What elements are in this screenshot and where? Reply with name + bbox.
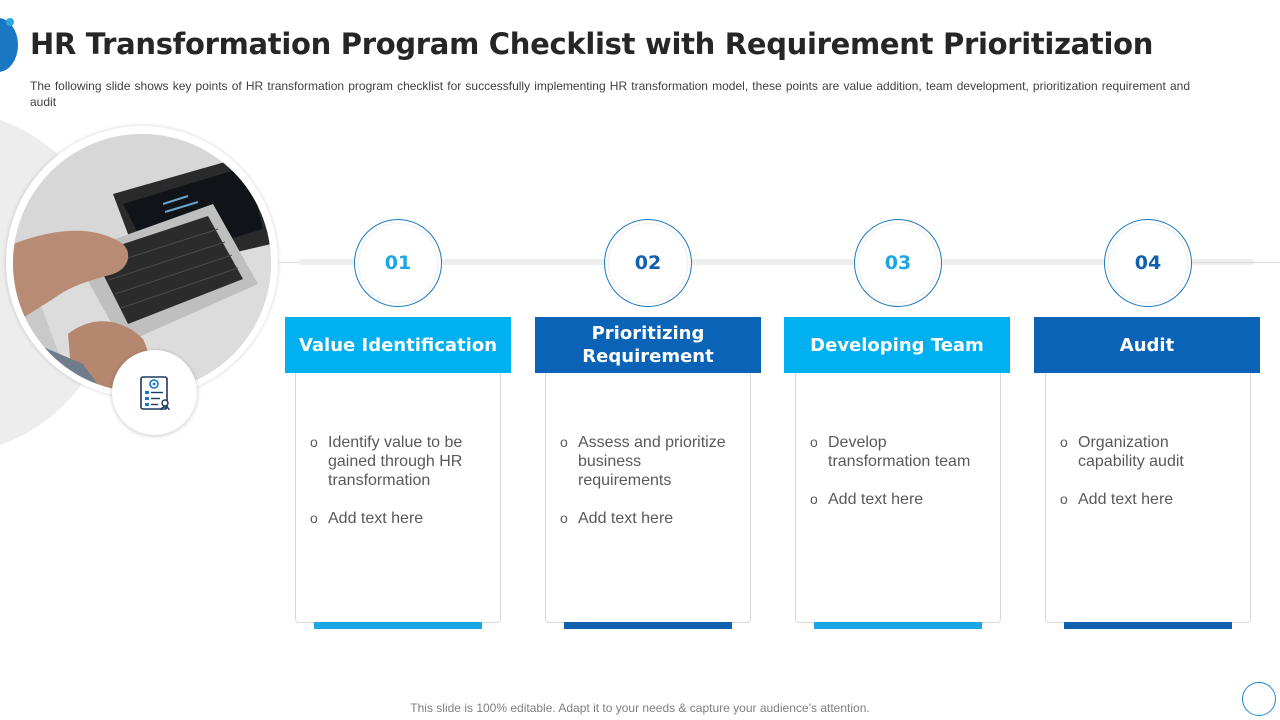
step-points: [560, 433, 730, 547]
slide-footer: This slide is 100% editable. Adapt it to your needs & capture your audience’s attention.: [410, 701, 870, 715]
step-header: [285, 317, 511, 373]
corner-decoration: [0, 18, 18, 72]
step-point: o Organization capability audit: [1060, 433, 1230, 471]
step-card-accent-bar: [814, 622, 982, 629]
step-points: [310, 433, 480, 547]
step-points: [1060, 433, 1230, 528]
step-header: [784, 317, 1010, 373]
step-number: 03: [884, 252, 912, 274]
step-point: o Add text here: [310, 509, 480, 528]
step-header: [1034, 317, 1260, 373]
step-title: Developing Team: [810, 334, 984, 356]
step-title: Value Identification: [298, 334, 498, 356]
step-card-accent-bar: [564, 622, 732, 629]
step-number: 04: [1134, 252, 1162, 274]
step-point: o Add text here: [810, 490, 980, 509]
slide-subtitle: The following slide shows key points of HR transformation program checklist for successfully implementing HR transformation model, these points are value addition, team development, prioritization requirement and audit: [30, 79, 1190, 109]
step-number-badge: [854, 219, 942, 307]
step-number: 01: [384, 252, 412, 274]
step-title: Prioritizing Requirement: [582, 323, 714, 367]
step-number-badge: [354, 219, 442, 307]
nav-circle-icon[interactable]: [1242, 682, 1276, 716]
slide-title: HR Transformation Program Checklist with Requirement Prioritization: [30, 27, 1154, 61]
step-point: o Add text here: [560, 509, 730, 528]
step-point: o Develop transformation team: [810, 433, 980, 471]
connector-line-end: [1190, 262, 1280, 263]
step-title: Audit: [1119, 334, 1175, 356]
step-point: o Add text here: [1060, 490, 1230, 509]
step-number-badge: [1104, 219, 1192, 307]
checklist-document-badge: [112, 350, 197, 435]
step-number-badge: [604, 219, 692, 307]
step-card-accent-bar: [314, 622, 482, 629]
step-number: 02: [634, 252, 662, 274]
connector-line-start: [278, 262, 298, 263]
step-card-accent-bar: [1064, 622, 1232, 629]
step-points: [810, 433, 980, 528]
step-point: o Identify value to be gained through HR transformation: [310, 433, 480, 490]
step-header: [535, 317, 761, 373]
checklist-document-icon: [138, 375, 172, 411]
step-point: o Assess and prioritize business requirements: [560, 433, 730, 490]
